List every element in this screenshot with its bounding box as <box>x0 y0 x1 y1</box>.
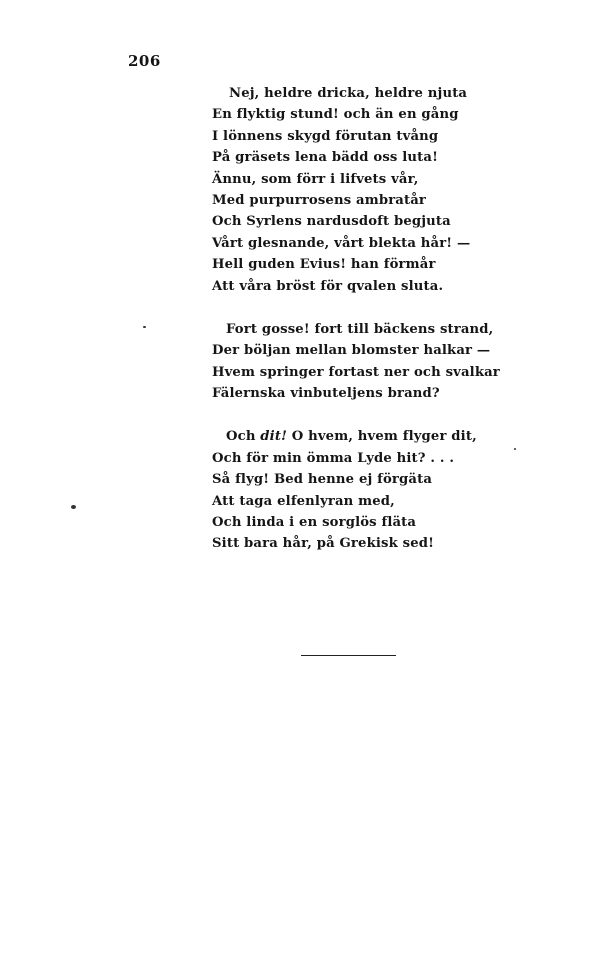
stanza-1 <box>212 83 512 297</box>
verse-line: Der böljan mellan blomster halkar — <box>212 343 491 359</box>
verse-line: Med purpurrosens ambratår <box>212 192 427 208</box>
verse-line: Och Syrlens nardusdoft begjuta <box>212 214 451 230</box>
verse-line: Hell guden Evius! han förmår <box>212 257 436 273</box>
ink-speck <box>143 326 146 328</box>
verse-line: Fälernska vinbuteljens brand? <box>212 386 440 402</box>
emphasized-word: dit! <box>260 429 288 445</box>
ink-speck <box>514 448 516 450</box>
verse-line: Ännu, som förr i lifvets vår, <box>212 171 419 187</box>
verse-line: Vårt glesnande, vårt blekta hår! — <box>212 235 471 251</box>
verse-text: O hvem, hvem flyger dit, <box>287 429 477 445</box>
verse-line: Och för min ömma Lyde hit? . . . <box>212 450 455 466</box>
stanza-3 <box>212 426 512 554</box>
verse-text: Och <box>226 429 261 445</box>
verse-line: En flyktig stund! och än en gång <box>212 107 459 123</box>
verse-line: Att taga elfenlyran med, <box>212 493 395 509</box>
stanza-2 <box>212 319 512 405</box>
verse-line: Att våra bröst för qvalen sluta. <box>212 278 444 294</box>
verse-line: Och linda i en sorglös fläta <box>212 515 417 531</box>
end-rule <box>301 655 396 656</box>
verse-line <box>212 426 512 447</box>
verse-line: Fort gosse! fort till bäckens strand, <box>226 321 494 337</box>
verse-line: Så flyg! Bed henne ej förgäta <box>212 472 433 488</box>
ink-speck <box>71 505 76 509</box>
verse-line: Nej, heldre dricka, heldre njuta <box>229 86 468 101</box>
verse-line: På gräsets lena bädd oss luta! <box>212 150 439 166</box>
page-number: 206 <box>128 52 161 70</box>
verse-line: Hvem springer fortast ner och svalkar <box>212 364 500 380</box>
verse-line: Sitt bara hår, på Grekisk sed! <box>212 536 435 552</box>
verse-line: I lönnens skygd förutan tvång <box>212 128 439 144</box>
poem <box>212 83 512 577</box>
